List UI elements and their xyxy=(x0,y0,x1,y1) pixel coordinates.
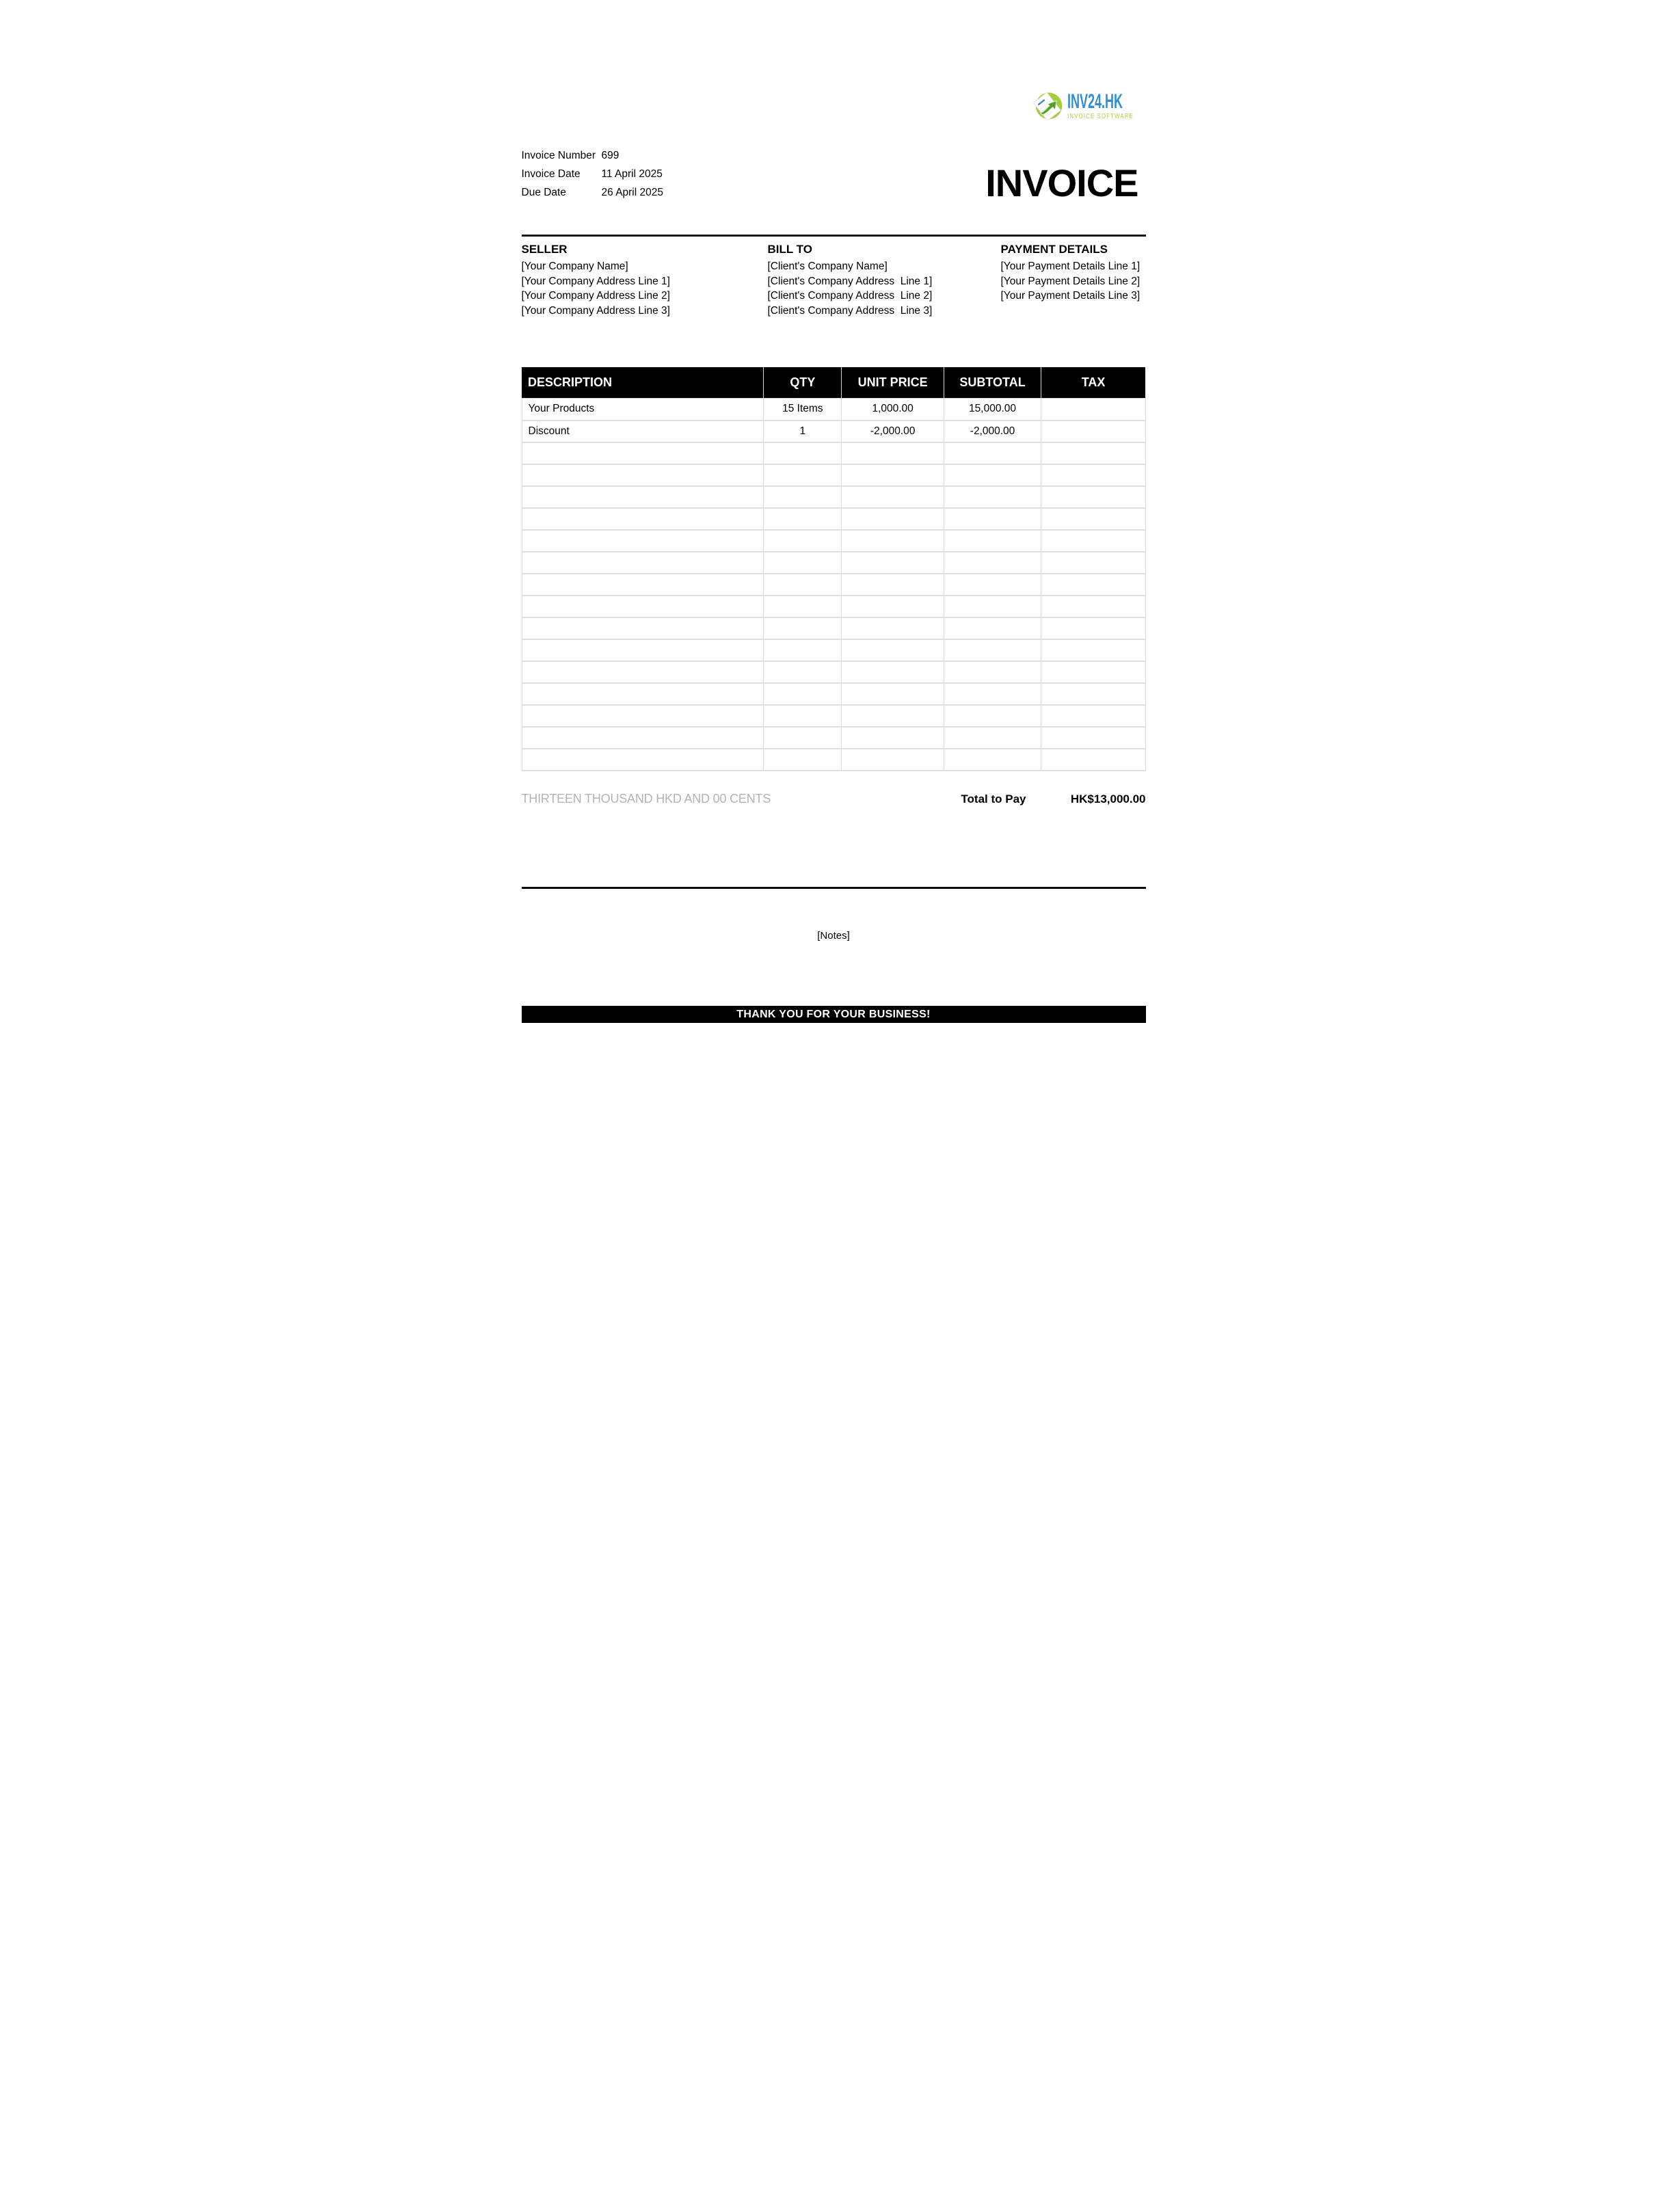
due-date-label: Due Date xyxy=(521,187,566,198)
table-cell xyxy=(522,596,764,617)
invoice-date-value: 11 April 2025 xyxy=(601,168,663,180)
table-cell: 1,000.00 xyxy=(842,399,944,421)
table-cell xyxy=(944,442,1041,464)
seller-address-line-2: [Your Company Address Line 2] xyxy=(521,290,670,302)
table-cell xyxy=(522,508,764,530)
payment-details-section xyxy=(1001,242,1146,318)
table-cell xyxy=(522,661,764,683)
table-cell xyxy=(1041,639,1145,661)
table-cell xyxy=(1041,617,1145,639)
table-cell xyxy=(944,530,1041,552)
table-cell: 15,000.00 xyxy=(944,399,1041,421)
table-cell xyxy=(1041,442,1145,464)
table-cell xyxy=(764,530,842,552)
table-cell xyxy=(1041,705,1145,727)
table-cell xyxy=(1041,683,1145,705)
table-cell xyxy=(522,683,764,705)
logo-tagline: INVOICE SOFTWARE xyxy=(1067,113,1134,120)
payment-details-line-3: [Your Payment Details Line 3] xyxy=(1000,290,1141,302)
table-cell xyxy=(1041,464,1145,486)
table-cell xyxy=(842,749,944,771)
table-cell xyxy=(944,508,1041,530)
column-header-description: DESCRIPTION xyxy=(522,367,764,399)
table-row xyxy=(522,617,1145,639)
amount-in-words: THIRTEEN THOUSAND HKD AND 00 CENTS xyxy=(521,792,771,805)
column-header-subtotal: SUBTOTAL xyxy=(944,367,1041,399)
seller-address-line-1: [Your Company Address Line 1] xyxy=(521,275,670,287)
table-cell xyxy=(842,639,944,661)
table-cell xyxy=(842,530,944,552)
client-address-line-1: [Client's Company Address Line 1] xyxy=(767,275,933,287)
table-cell xyxy=(1041,749,1145,771)
table-cell: Discount xyxy=(522,421,764,442)
table-header-row xyxy=(522,367,1145,399)
client-address-line-3: [Client's Company Address Line 3] xyxy=(767,304,933,317)
invoice-date-label: Invoice Date xyxy=(521,168,581,180)
notes-placeholder: [Notes] xyxy=(817,930,850,942)
footer-divider xyxy=(522,887,1146,889)
table-cell xyxy=(944,617,1041,639)
table-cell xyxy=(944,464,1041,486)
table-cell xyxy=(764,639,842,661)
seller-section xyxy=(522,242,768,318)
table-cell: -2,000.00 xyxy=(944,421,1041,442)
payment-details-line-2: [Your Payment Details Line 2] xyxy=(1000,275,1141,287)
table-row xyxy=(522,486,1145,508)
table-cell xyxy=(764,552,842,574)
table-cell xyxy=(522,530,764,552)
logo-text xyxy=(1067,89,1160,120)
invoice-meta xyxy=(522,146,664,202)
table-row xyxy=(522,596,1145,617)
due-date-value: 26 April 2025 xyxy=(601,187,663,198)
table-cell xyxy=(1041,727,1145,749)
table-cell xyxy=(764,508,842,530)
table-cell xyxy=(1041,399,1145,421)
table-cell xyxy=(944,639,1041,661)
table-cell xyxy=(944,749,1041,771)
payment-details-heading: PAYMENT DETAILS xyxy=(1000,243,1108,256)
table-cell xyxy=(842,442,944,464)
table-cell xyxy=(842,464,944,486)
items-body xyxy=(522,399,1145,771)
table-row xyxy=(522,749,1145,771)
table-row xyxy=(522,399,1145,421)
table-cell: 1 xyxy=(764,421,842,442)
table-row xyxy=(522,727,1145,749)
table-cell xyxy=(842,727,944,749)
table-cell xyxy=(764,705,842,727)
table-cell xyxy=(522,574,764,596)
seller-heading: SELLER xyxy=(521,243,568,256)
table-cell xyxy=(842,486,944,508)
payment-details-line-1: [Your Payment Details Line 1] xyxy=(1000,261,1141,272)
column-header-qty: QTY xyxy=(764,367,842,399)
column-header-tax: TAX xyxy=(1041,367,1145,399)
table-cell xyxy=(764,727,842,749)
parties-section xyxy=(522,235,1146,318)
table-cell xyxy=(944,661,1041,683)
due-date-row xyxy=(522,183,664,202)
table-cell xyxy=(1041,574,1145,596)
table-cell xyxy=(1041,661,1145,683)
invoice-arrow-icon xyxy=(1033,89,1065,120)
table-cell xyxy=(522,617,764,639)
table-row xyxy=(522,421,1145,442)
table-cell xyxy=(944,683,1041,705)
table-cell xyxy=(842,508,944,530)
invoice-number-label: Invoice Number xyxy=(521,150,596,161)
table-cell xyxy=(522,639,764,661)
table-cell xyxy=(764,749,842,771)
table-cell xyxy=(944,574,1041,596)
table-cell xyxy=(764,661,842,683)
table-cell xyxy=(944,486,1041,508)
table-cell xyxy=(522,464,764,486)
table-row xyxy=(522,552,1145,574)
logo xyxy=(1033,89,1160,120)
table-cell xyxy=(764,442,842,464)
table-row xyxy=(522,639,1145,661)
table-cell xyxy=(1041,421,1145,442)
table-cell xyxy=(944,596,1041,617)
table-cell xyxy=(764,574,842,596)
table-row xyxy=(522,705,1145,727)
invoice-number-row xyxy=(522,146,664,165)
invoice-date-row xyxy=(522,165,664,183)
table-cell xyxy=(764,486,842,508)
invoice-page xyxy=(421,0,1260,1100)
table-cell xyxy=(764,617,842,639)
table-cell xyxy=(842,661,944,683)
table-cell xyxy=(1041,486,1145,508)
table-cell xyxy=(522,705,764,727)
table-cell: -2,000.00 xyxy=(842,421,944,442)
table-row xyxy=(522,530,1145,552)
thank-you-banner: THANK YOU FOR YOUR BUSINESS! xyxy=(522,1006,1146,1023)
logo-wordmark: INV24.HK xyxy=(1067,90,1123,113)
items-table xyxy=(522,367,1146,771)
total-to-pay-label: Total to Pay xyxy=(961,792,1026,805)
table-cell xyxy=(522,442,764,464)
invoice-title: INVOICE xyxy=(985,161,1138,204)
table-cell xyxy=(1041,508,1145,530)
table-cell xyxy=(764,464,842,486)
table-cell xyxy=(842,552,944,574)
table-cell xyxy=(764,683,842,705)
table-row xyxy=(522,508,1145,530)
table-cell xyxy=(842,705,944,727)
table-cell: 15 Items xyxy=(764,399,842,421)
column-header-unit-price: UNIT PRICE xyxy=(842,367,944,399)
table-cell xyxy=(522,749,764,771)
client-address-line-2: [Client's Company Address Line 2] xyxy=(767,290,933,302)
table-row xyxy=(522,574,1145,596)
table-cell: Your Products xyxy=(522,399,764,421)
table-cell xyxy=(842,596,944,617)
table-cell xyxy=(1041,596,1145,617)
table-cell xyxy=(944,705,1041,727)
bill-to-section xyxy=(768,242,1001,318)
table-cell xyxy=(842,617,944,639)
table-row xyxy=(522,464,1145,486)
table-row xyxy=(522,661,1145,683)
table-cell xyxy=(522,727,764,749)
table-cell xyxy=(944,727,1041,749)
table-cell xyxy=(1041,530,1145,552)
table-cell xyxy=(842,683,944,705)
table-row xyxy=(522,442,1145,464)
table-cell xyxy=(522,552,764,574)
table-cell xyxy=(522,486,764,508)
table-cell xyxy=(842,574,944,596)
seller-company-name: [Your Company Name] xyxy=(521,261,628,272)
total-to-pay-value: HK$13,000.00 xyxy=(1070,792,1146,805)
table-cell xyxy=(764,596,842,617)
table-cell xyxy=(1041,552,1145,574)
bill-to-heading: BILL TO xyxy=(767,243,812,256)
seller-address-line-3: [Your Company Address Line 3] xyxy=(521,304,670,317)
invoice-number-value: 699 xyxy=(601,150,619,161)
client-company-name: [Client's Company Name] xyxy=(767,261,888,272)
table-cell xyxy=(944,552,1041,574)
totals-row xyxy=(522,792,1146,806)
table-row xyxy=(522,683,1145,705)
